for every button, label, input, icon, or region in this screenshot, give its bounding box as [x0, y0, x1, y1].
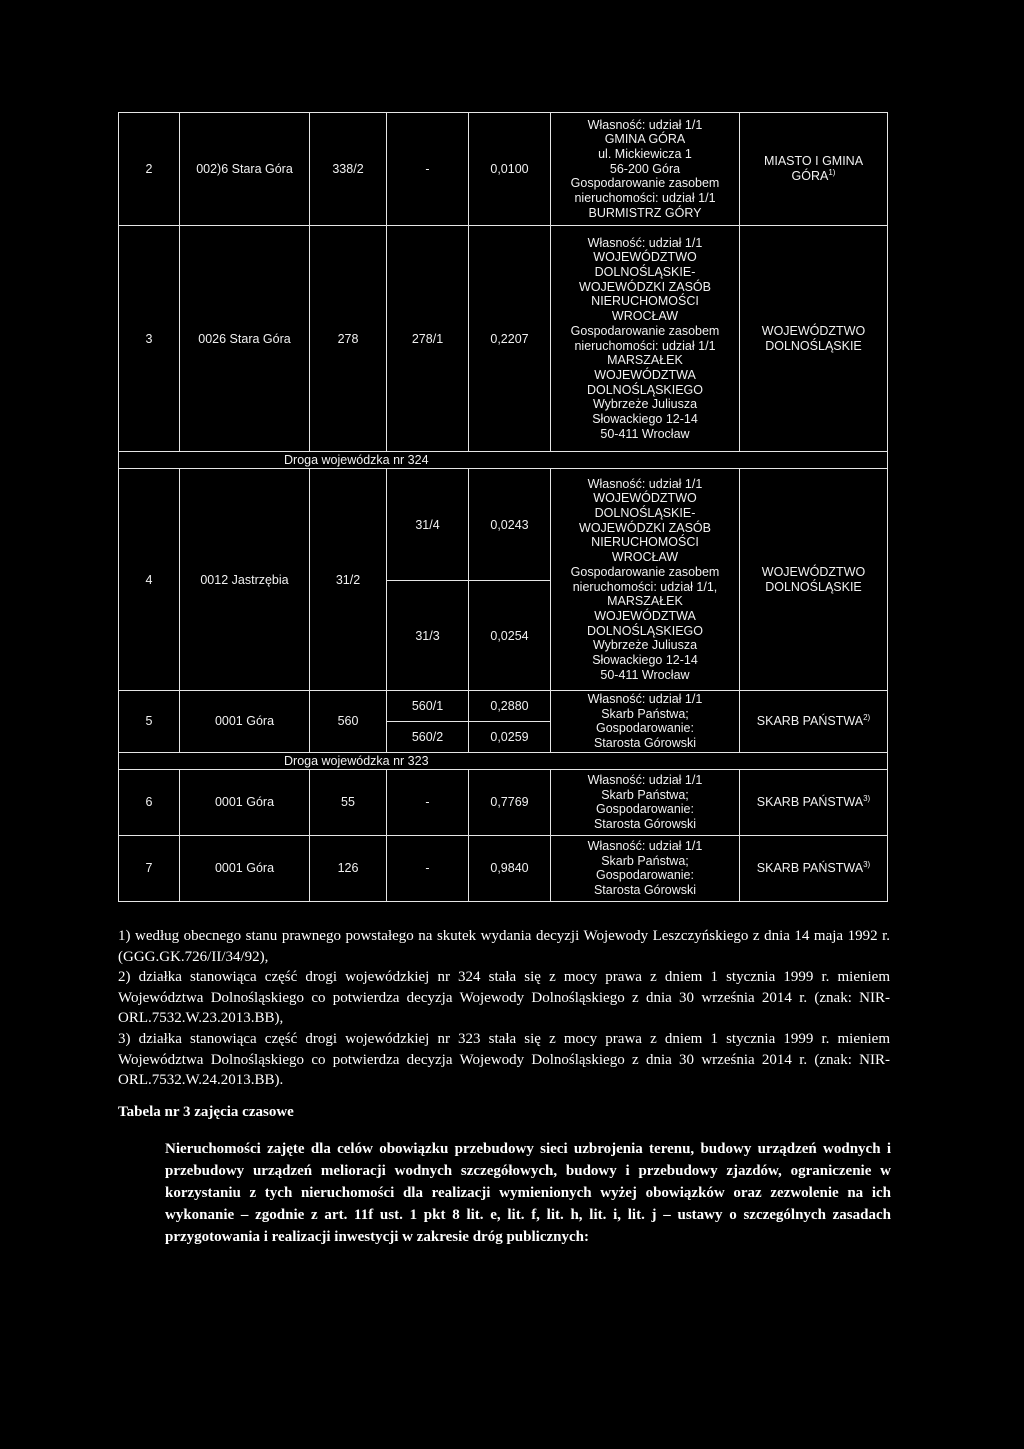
area-cell: 0,2207: [469, 226, 551, 452]
ownership-cell: Własność: udział 1/1 Skarb Państwa; Gospodarowanie: Starosta Górowski: [551, 835, 740, 901]
area-cell: 0,0243: [469, 469, 551, 581]
owner-cell: SKARB PAŃSTWA$^{2)}$: [740, 691, 888, 753]
obreb-cell: 0012 Jastrzębia: [180, 469, 310, 691]
area-cell: 0,0254: [469, 581, 551, 691]
obreb-cell: 002)6 Stara Góra: [180, 113, 310, 226]
ownership-cell: Własność: udział 1/1 Skarb Państwa; Gospodarowanie: Starosta Górowski: [551, 769, 740, 835]
road-label: Droga wojewódzka nr 323: [119, 752, 888, 769]
table-row: [119, 226, 888, 452]
footnote-1: 1) według obecnego stanu prawnego powstałego na skutek wydania decyzji Wojewody Leszczyńskiego z dnia 14 maja 1992 r. (GGG.GK.726/II/34/92),: [118, 928, 890, 965]
parcel-cell: 278: [310, 226, 387, 452]
parcel-after-cell: 560/2: [387, 721, 469, 752]
parcel-after-cell: 31/4: [387, 469, 469, 581]
ownership-cell: Własność: udział 1/1 WOJEWÓDZTWO DOLNOŚLĄSKIE- WOJEWÓDZKI ZASÓB NIERUCHOMOŚCI WROCŁAW Gospodarowanie zasobem nieruchomości: udział 1/1, MARSZAŁEK WOJEWÓDZTWA DOLNOŚLĄSKIEGO Wybrzeże Juliusza Słowackiego 12-14 50-411 Wrocław: [551, 469, 740, 691]
owner-cell: MIASTO I GMINA GÓRA$^{1)}$: [740, 113, 888, 226]
table-row: [119, 769, 888, 835]
parcel-after-cell: -: [387, 835, 469, 901]
obreb-cell: 0001 Góra: [180, 769, 310, 835]
section-title: Tabela nr 3 zajęcia czasowe: [118, 1104, 294, 1120]
obreb-cell: 0026 Stara Góra: [180, 226, 310, 452]
footnote-ref: 3): [863, 859, 871, 869]
ownership-cell: Własność: udział 1/1 WOJEWÓDZTWO DOLNOŚLĄSKIE- WOJEWÓDZKI ZASÓB NIERUCHOMOŚCI WROCŁAW Gospodarowanie zasobem nieruchomości: udział 1/1 MARSZAŁEK WOJEWÓDZTWA DOLNOŚLĄSKIEGO Wybrzeże Juliusza Słowackiego 12-14 50-411 Wrocław: [551, 226, 740, 452]
lp-cell: 3: [119, 226, 180, 452]
footnote-ref: 2): [863, 713, 871, 723]
area-cell: 0,7769: [469, 769, 551, 835]
ownership-cell: Własność: udział 1/1 GMINA GÓRA ul. Mickiewicza 1 56-200 Góra Gospodarowanie zasobem nieruchomości: udział 1/1 BURMISTRZ GÓRY: [551, 113, 740, 226]
lp-cell: 2: [119, 113, 180, 226]
footnotes: [118, 926, 890, 1091]
parcel-table: [118, 112, 888, 902]
road-row: [119, 452, 888, 469]
parcel-cell: 31/2: [310, 469, 387, 691]
road-label: Droga wojewódzka nr 324: [119, 452, 888, 469]
ownership-cell: Własność: udział 1/1 Skarb Państwa; Gospodarowanie: Starosta Górowski: [551, 691, 740, 753]
obreb-cell: 0001 Góra: [180, 835, 310, 901]
owner-cell: WOJEWÓDZTWO DOLNOŚLĄSKIE: [740, 226, 888, 452]
lp-cell: 5: [119, 691, 180, 753]
footnote-3: 3) działka stanowiąca część drogi wojewódzkiej nr 323 stała się z mocy prawa z dniem 1 stycznia 1999 r. mieniem Województwa Dolnośląskiego co potwierdza decyzja Wojewody Dolnośląskiego z dnia 30 września 2014 r. (znak: NIR-ORL.7532.W.24.2013.BB).: [118, 1030, 890, 1089]
footnote-2: 2) działka stanowiąca część drogi wojewódzkiej nr 324 stała się z mocy prawa z dniem 1 stycznia 1999 r. mieniem Województwa Dolnośląskiego co potwierdza decyzja Wojewody Dolnośląskiego z dnia 30 września 2014 r. (znak: NIR-ORL.7532.W.23.2013.BB),: [118, 969, 890, 1027]
lp-cell: 4: [119, 469, 180, 691]
parcel-after-cell: 560/1: [387, 691, 469, 722]
road-row: [119, 752, 888, 769]
owner-cell: SKARB PAŃSTWA$^{3)}$: [740, 835, 888, 901]
parcel-after-cell: -: [387, 113, 469, 226]
area-cell: 0,0259: [469, 721, 551, 752]
parcel-cell: 560: [310, 691, 387, 753]
footnote-ref: 3): [863, 793, 871, 803]
parcel-after-cell: -: [387, 769, 469, 835]
parcel-cell: 126: [310, 835, 387, 901]
section-paragraph: Nieruchomości zajęte dla celów obowiązku przebudowy sieci uzbrojenia terenu, budowy urządzeń wodnych i przebudowy urządzeń melioracji wodnych szczegółowych, budowy i przebudowy zjazdów, ograniczenie w korzystaniu z tych nieruchomości dla realizacji wymienionych wyżej obowiązków oraz zezwolenie na ich wykonanie – zgodnie z art. 11f ust. 1 pkt 8 lit. e, lit. f, lit. h, lit. i, lit. j – ustawy o szczególnych zasadach przygotowania i realizacji inwestycji w zakresie dróg publicznych:: [165, 1141, 891, 1245]
footnote-ref: 1): [828, 168, 836, 177]
table-row: [119, 469, 888, 581]
parcel-after-cell: 31/3: [387, 581, 469, 691]
owner-cell: WOJEWÓDZTWO DOLNOŚLĄSKIE: [740, 469, 888, 691]
obreb-cell: 0001 Góra: [180, 691, 310, 753]
parcel-after-cell: 278/1: [387, 226, 469, 452]
parcel-cell: 55: [310, 769, 387, 835]
parcel-cell: 338/2: [310, 113, 387, 226]
area-cell: 0,2880: [469, 691, 551, 722]
lp-cell: 6: [119, 769, 180, 835]
area-cell: 0,0100: [469, 113, 551, 226]
table-row: [119, 691, 888, 722]
lp-cell: 7: [119, 835, 180, 901]
table-row: [119, 113, 888, 226]
owner-cell: SKARB PAŃSTWA$^{3)}$: [740, 769, 888, 835]
table-row: [119, 835, 888, 901]
area-cell: 0,9840: [469, 835, 551, 901]
